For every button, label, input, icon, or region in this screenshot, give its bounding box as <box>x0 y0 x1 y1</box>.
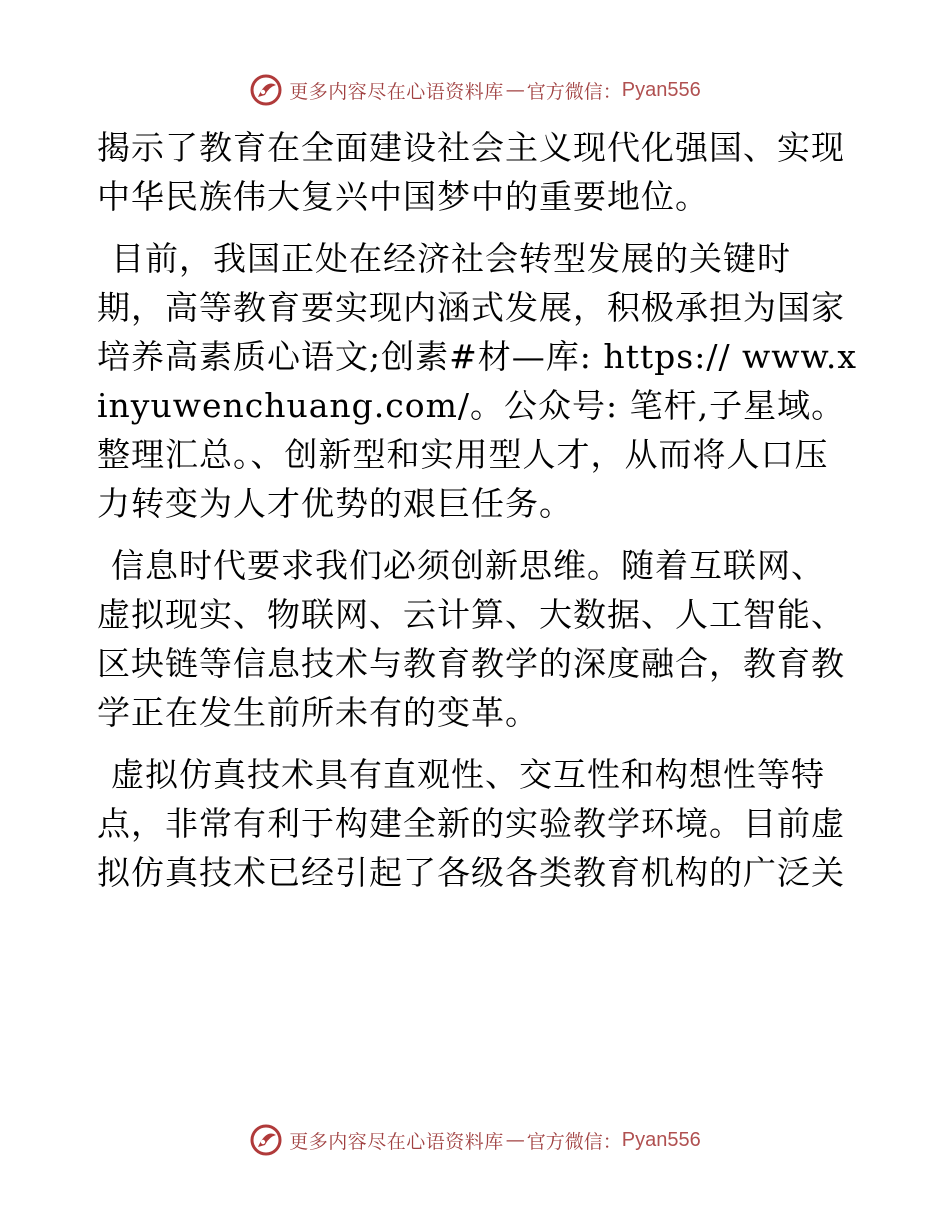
banner-wechat-label: 官方微信： <box>526 80 622 103</box>
banner-wechat-id: Pyan556 <box>621 1128 701 1151</box>
document-body <box>97 123 857 910</box>
logo-icon <box>249 1123 283 1157</box>
paragraph-4: 虚拟仿真技术具有直观性、交互性和构想性等特点，非常有利于构建全新的实验教学环境。目前虚拟仿真技术已经引起了各级各类教育机构的广泛关 <box>97 755 845 892</box>
banner-title: 更多内容尽在心语资料库 <box>289 80 504 103</box>
banner-dash: — <box>505 79 525 101</box>
banner-dash: — <box>505 1129 525 1151</box>
banner-wechat-label: 官方微信： <box>526 1130 622 1153</box>
paragraph-3: 信息时代要求我们必须创新思维。随着互联网、虚拟现实、物联网、云计算、大数据、人工智能、区块链等信息技术与教育教学的深度融合，教育教学正在发生前所未有的变革。 <box>97 546 845 732</box>
paragraph-1: 揭示了教育在全面建设社会主义现代化强国、实现中华民族伟大复兴中国梦中的重要地位。 <box>97 128 845 216</box>
paragraph-2: 目前，我国正处在经济社会转型发展的关键时期，高等教育要实现内涵式发展，积极承担为国家培养高素质心语文;创素#材—库: https:// www.xinyuwenchuang.com/。公众号: 笔杆,子星域。整理汇总。、创新型和实用型人才，从而将人口压力转变为人才优势的艰巨任务。 <box>97 239 857 523</box>
banner-wechat-id: Pyan556 <box>621 78 701 101</box>
footer-banner <box>0 1120 950 1160</box>
banner-title: 更多内容尽在心语资料库 <box>289 1130 504 1153</box>
logo-icon <box>249 73 283 107</box>
header-banner <box>0 70 950 110</box>
